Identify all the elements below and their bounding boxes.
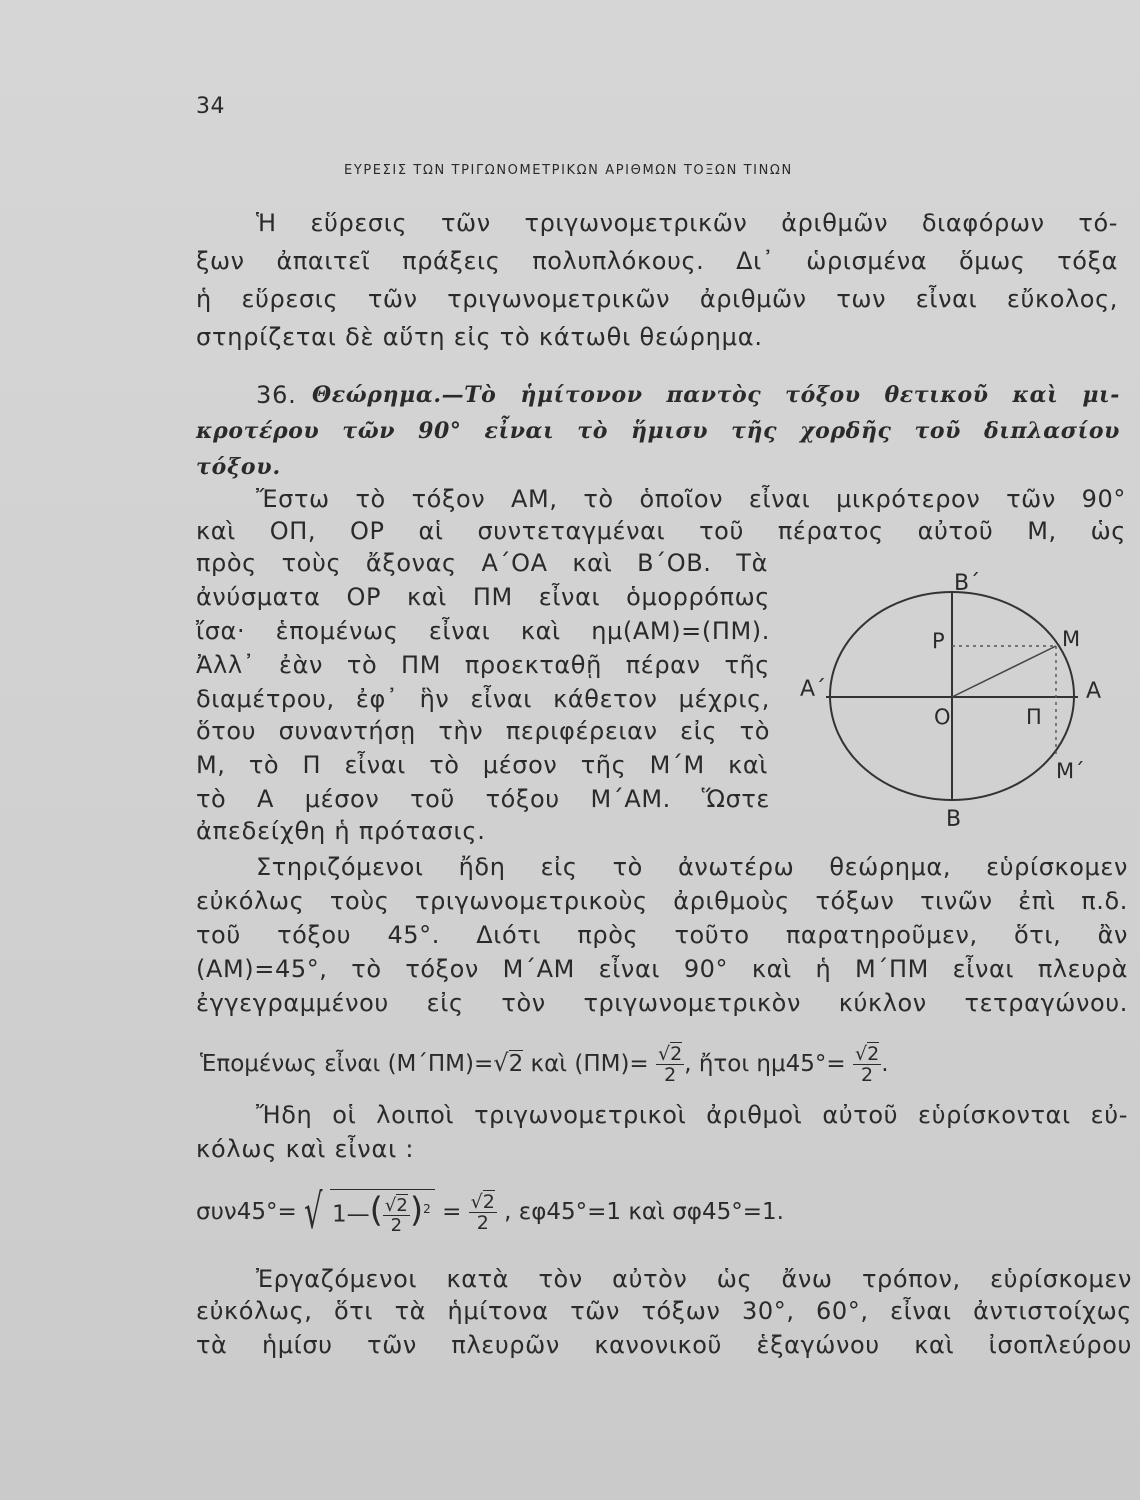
section-number: 36. <box>256 381 297 409</box>
label-pi: Π <box>1026 705 1042 729</box>
proof-line: ἀπεδείχθη ἡ πρότασις. <box>196 817 486 845</box>
formula-line-2: συν45°= √ 1—( $\frac{√2}{2}$ )$^2$ = $\frac{√2}{2}$ , εφ45°=1 καὶ σφ45°=1. <box>196 1184 784 1240</box>
proof-line: τὸ Α μέσον τοῦ τόξου Μ΄ΑΜ. Ὥστε <box>196 785 770 813</box>
fraction-sin45: $\frac{√2}{2}$ <box>855 1043 880 1086</box>
inner-fraction: $\frac{√2}{2}$ <box>384 1194 408 1236</box>
proof-line: πρὸς τοὺς ἄξονας Α΄ΟΑ καὶ Β΄ΟΒ. Τὰ <box>196 549 768 577</box>
proof-line: καὶ ΟΠ, ΟΡ αἱ συντεταγμέναι τοῦ πέρατος αὐτοῦ Μ, ὡς <box>196 517 1126 545</box>
formula1-mid2: , ἤτοι ημ45°= <box>684 1051 846 1077</box>
application-line: (ΑΜ)=45°, τὸ τόξον Μ΄ΑΜ εἶναι 90° καὶ ἡ Μ΄ΠΜ εἶναι πλευρὰ <box>196 955 1128 983</box>
intro-line: Ἡ εὕρεσις τῶν τριγωνομετρικῶν ἀριθμῶν διαφόρων τό- <box>256 209 1118 237</box>
label-b: Β <box>946 807 962 832</box>
formula2-tail: , εφ45°=1 καὶ σφ45°=1. <box>504 1199 784 1225</box>
proof-line: διαμέτρου, ἐφ᾽ ἣν εἶναι κάθετον μέχρις, <box>196 685 770 713</box>
intro-line: ξων ἀπαιτεῖ πράξεις πολυπλόκους. Δι᾽ ὡρισμένα ὅμως τόξα <box>196 247 1118 275</box>
formula1-mid: καὶ (ΠΜ)= <box>530 1051 649 1077</box>
radius-om <box>952 646 1056 697</box>
radical-sign: √ <box>304 1184 323 1240</box>
formula1-sqrt: 2 <box>508 1051 524 1077</box>
proof-line: ἴσα· ἑπομένως εἶναι καὶ ημ(ΑΜ)=(ΠΜ). <box>196 617 770 645</box>
label-m-prime: Μ΄ <box>1056 759 1085 783</box>
label-a: Α <box>1086 679 1102 704</box>
proof-line: Μ, τὸ Π εἶναι τὸ μέσον τῆς Μ΄Μ καὶ <box>196 751 768 779</box>
formula2-lead: συν45°= <box>196 1199 297 1225</box>
intro-line: ἡ εὕρεσις τῶν τριγωνομετρικῶν ἀριθμῶν των εἶναι εὔκολος, <box>196 285 1118 313</box>
label-b-prime: Β΄ <box>954 571 981 596</box>
closing-line: Ἐργαζόμενοι κατὰ τὸν αὐτὸν ὡς ἄνω τρόπον, εὑρίσκομεν <box>256 1265 1132 1293</box>
radicand: 1—( $\frac{√2}{2}$ )$^2$ <box>330 1189 435 1235</box>
trig-circle-figure <box>790 560 1120 840</box>
intro-line: στηρίζεται δὲ αὕτη εἰς τὸ κάτωθι θεώρημα. <box>196 323 763 351</box>
label-m: Μ <box>1062 627 1081 651</box>
proof-line: Ἔστω τὸ τόξον ΑΜ, τὸ ὁποῖον εἶναι μικρότερον τῶν 90° <box>256 485 1126 513</box>
application-line: ἐγγεγραμμένου εἰς τὸν τριγωνομετρικὸν κύκλον τετραγώνου. <box>196 989 1128 1017</box>
label-o: Ο <box>934 705 951 729</box>
application-line: εὐκόλως τοὺς τριγωνομετρικοὺς ἀριθμοὺς τόξων τινῶν ἐπὶ π.δ. <box>196 887 1128 915</box>
label-p: Ρ <box>932 629 945 653</box>
proof-line: ὅτου συναντήσῃ τὴν περιφέρειαν εἰς τὸ <box>196 717 770 745</box>
others-line: Ἤδη οἱ λοιποὶ τριγωνομετρικοὶ ἀριθμοὶ αὐτοῦ εὑρίσκονται εὐ- <box>256 1101 1128 1129</box>
application-line: τοῦ τόξου 45°. Διότι πρὸς τοῦτο παρατηροῦμεν, ὅτι, ἂν <box>196 921 1128 949</box>
running-head: ΕΥΡΕΣΙΣ ΤΩΝ ΤΡΙΓΩΝΟΜΕΤΡΙΚΩΝ ΑΡΙΘΜΩΝ ΤΟΞΩΝ ΤΙΝΩΝ <box>344 163 793 178</box>
closing-line: εὐκόλως, ὅτι τὰ ἡμίτονα τῶν τόξων 30°, 60°, εἶναι ἀντιστοίχως <box>196 1297 1132 1325</box>
theorem-line: Θεώρημα.—Τὸ ἡμίτονον παντὸς τόξου θετικοῦ καὶ μι- <box>312 382 1120 408</box>
theorem-line: κροτέρου τῶν 90° εἶναι τὸ ἥμισυ τῆς χορδῆς τοῦ διπλασίου <box>196 418 1120 444</box>
closing-line: τὰ ἡμίσυ τῶν πλευρῶν κανονικοῦ ἑξαγώνου καὶ ἰσοπλεύρου <box>196 1331 1132 1359</box>
result-fraction: $\frac{√2}{2}$ <box>470 1190 495 1234</box>
label-a-prime: Α΄ <box>800 677 827 702</box>
proof-line: Ἀλλ᾽ ἐὰν τὸ ΠΜ προεκταθῇ πέραν τῆς <box>196 651 770 679</box>
page-number: 34 <box>196 94 225 119</box>
formula-line-1: Ἑπομένως εἶναι (Μ΄ΠΜ)=√2 καὶ (ΠΜ)= $\frac{√2}{2}$ , ἤτοι ημ45°= $\frac{√2}{2}$ . <box>200 1043 889 1086</box>
formula1-lead: Ἑπομένως εἶναι (Μ΄ΠΜ)= <box>200 1051 494 1077</box>
application-line: Στηριζόμενοι ἤδη εἰς τὸ ἀνωτέρω θεώρημα, εὑρίσκομεν <box>256 853 1128 881</box>
others-line: κόλως καὶ εἶναι : <box>196 1135 415 1163</box>
proof-line: ἀνύσματα ΟΡ καὶ ΠΜ εἶναι ὁμορρόπως <box>196 583 770 611</box>
fraction-sqrt2-over-2: $\frac{√2}{2}$ <box>658 1043 683 1086</box>
theorem-line: τόξου. <box>196 454 281 480</box>
